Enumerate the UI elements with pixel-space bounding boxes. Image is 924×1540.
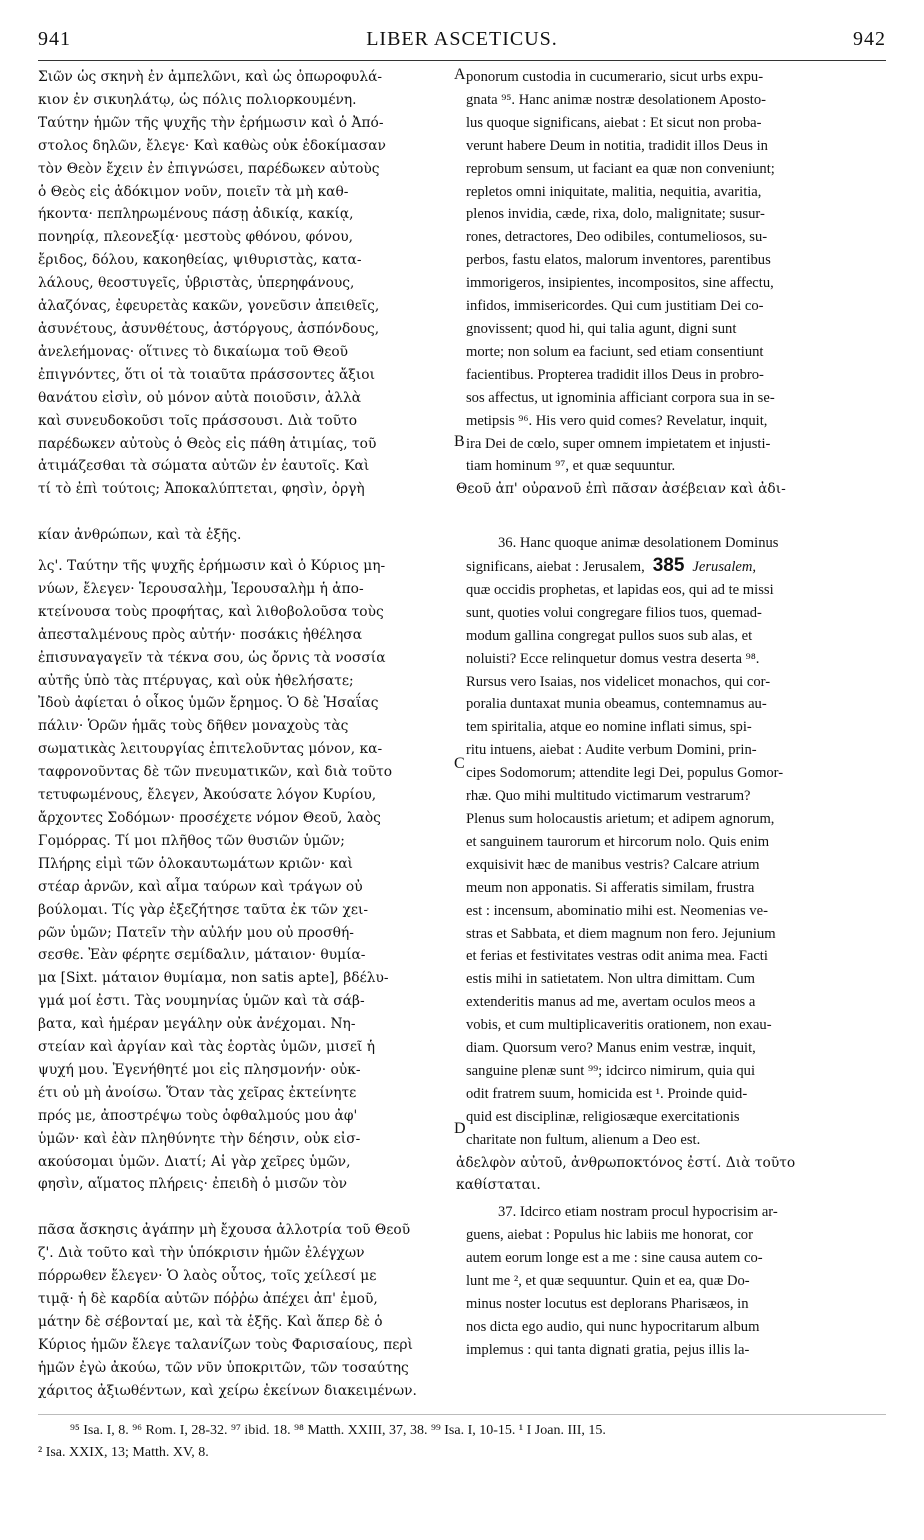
text-line: νύων, ἔλεγεν· Ἱερουσαλὴμ, Ἱερουσαλὴμ ἡ ἀπο- — [38, 580, 364, 597]
text-line: ἐπιγνόντες, ὅτι οἱ τὰ τοιαῦτα πράσσοντες ἄξιοι — [38, 366, 376, 383]
text-line: μα [Sixt. μάταιον θυμίαμα, non satis apte], βδέλυ- — [38, 970, 389, 987]
text-line: Κύριος ἡμῶν ἔλεγε ταλανίζων τοὺς Φαρισαίους, περὶ — [38, 1336, 413, 1353]
text-line: sanguine plenæ sunt ⁹⁹; idcirco nimirum, quia qui — [466, 1062, 756, 1079]
text-line: αὐτῆς ὑπὸ τὰς πτέρυγας, καὶ οὐκ ἠθελήσατε; — [38, 672, 354, 689]
text-line: στείαν καὶ ἀργίαν καὶ τὰς ἑορτὰς ὑμῶν, μισεῖ ἡ — [38, 1039, 376, 1056]
text-line: extenderitis manus ad me, avertam oculos meos a — [466, 994, 756, 1011]
text-line: implemus : qui tanta dignati gratia, pejus illis la- — [466, 1341, 750, 1358]
text-line: ακούσομαι ὑμῶν. Διατί; Αἱ γὰρ χεῖρες ὑμῶν, — [38, 1153, 351, 1170]
text-line: ritu intuens, aiebat : Audite verbum Domini, prin- — [466, 742, 757, 759]
paragraph-36-start: 36. Hanc quoque animæ desolationem Dominus — [498, 535, 779, 552]
text-line: poralia duntaxat munia obeamus, contemnamus au- — [466, 696, 767, 713]
text-line: έτι οὐ μὴ ἀνοίσω. Ὅταν τὰς χεῖρας ἐκτείνητε — [38, 1084, 357, 1101]
text-line: φησὶν, αἵματος πλήρεις· ἐπειδὴ ὁ μισῶν τὸν — [38, 1176, 348, 1193]
running-title: LIBER ASCETICUS. — [366, 28, 558, 50]
text-line: κτείνουσα τοὺς προφήτας, καὶ λιθοβολοῦσα τοὺς — [38, 603, 384, 620]
text-line: χάριτος ἀξιωθέντων, καὶ χείρω ἐκείνων διακειμένων. — [38, 1382, 417, 1399]
text-line: ponorum custodia in cucumerario, sicut urbs expu- — [466, 69, 764, 85]
latin-column — [456, 66, 886, 1362]
cross-greek-line: καθίσταται. — [456, 1177, 541, 1194]
text-line: guens, aiebat : Populus hic labiis me honorat, cor — [466, 1227, 753, 1244]
page-number-left: 941 — [38, 28, 71, 50]
text-line: στέαρ ἀρνῶν, καὶ αἷμα ταύρων καὶ τράγων οὐ — [38, 878, 363, 895]
text-line: metipsis ⁹⁶. His vero quid comes? Revelatur, inquit, — [466, 412, 768, 429]
cross-greek-line: ἀδελφὸν αὐτοῦ, ἀνθρωποκτόνος ἐστί. Διὰ τοῦτο — [456, 1154, 796, 1171]
text-line: Σιῶν ὡς σκηνὴ ἐν ἀμπελῶνι, καὶ ὡς ὀπωροφυλά- — [38, 69, 383, 85]
text-line: rhæ. Quo mihi multitudo victimarum vestrarum? — [466, 788, 751, 805]
text-line: τὸν Θεὸν ἔχειν ἐν ἐπιγνώσει, παρέδωκεν αὐτοὺς — [38, 160, 380, 177]
text-line: perbos, fastu elatos, malorum inventores, parentibus — [466, 252, 771, 269]
text-line: ἀτιμάζεσθαι τὰ σώματα αὐτῶν ἐν ἑαυτοῖς. Καὶ — [38, 458, 370, 475]
text-line: βατα, καὶ ἡμέραν μεγάλην οὐκ ἀνέχομαι. Νη- — [38, 1016, 356, 1033]
text-line: vobis, et cum multiplicaveritis orationem, non exau- — [466, 1017, 772, 1034]
footnote-line: ² Isa. XXIX, 13; Matth. XV, 8. — [38, 1445, 209, 1460]
text-line: lus quoque significans, aiebat : Et sicut non proba- — [466, 114, 762, 131]
text-line: σεσθε. Ἐὰν φέρητε σεμίδαλιν, μάταιον· θυμία- — [38, 947, 366, 964]
margin-marker-c: C — [454, 755, 465, 772]
page-marker-number: 385 — [652, 555, 685, 577]
text-line: autem eorum longe est a me : sine causa autem co- — [466, 1250, 763, 1267]
greek-column — [38, 66, 456, 1403]
text-line: Plenus sum holocaustis arietum; et adipem agnorum, — [466, 810, 775, 827]
text-line: sos affectus, ut ignominia afficiant corpora sua in se- — [466, 389, 775, 406]
text-line: Rursus vero Isaias, nos videlicet monachos, qui cor- — [466, 673, 771, 690]
text-line: λς'. Ταύτην τῆς ψυχῆς ἐρήμωσιν καὶ ὁ Κύριος μη- — [38, 558, 386, 575]
text-line: tiam hominum ⁹⁷, et quæ sequuntur. — [466, 458, 676, 475]
text-line: verunt habere Deum in notitia, tradidit illos Deus in — [466, 137, 768, 154]
text-line: πᾶσα ἄσκησις ἀγάπην μὴ ἔχουσα ἀλλοτρία τοῦ Θεοῦ — [38, 1222, 411, 1239]
text-line: ὁ Θεὸς εἰς ἀδόκιμον νοῦν, ποιεῖν τὰ μὴ καθ- — [38, 183, 349, 200]
text-line: plenos invidia, cæde, rixa, dolo, malignitate; susur- — [466, 206, 765, 223]
text-line: infidos, immisericordes. Qui cum justitiam Dei co- — [466, 298, 764, 315]
text-span: Jerusalem, — [692, 559, 757, 576]
text-line: παρέδωκεν αὐτοὺς ὁ Θεὸς εἰς πάθη ἀτιμίας, τοῦ — [38, 435, 377, 452]
margin-marker-d: D — [454, 1120, 466, 1137]
text-line: λάλους, θεοστυγεῖς, ὑβριστὰς, ὑπερηφάνους, — [38, 275, 355, 292]
text-line: lunt me ², et quæ sequuntur. Quin et ea, quæ Do- — [466, 1273, 750, 1290]
text-line: est : incensum, abominatio mihi est. Neomenias ve- — [466, 902, 768, 919]
text-line: πάλιν· Ὁρῶν ἡμᾶς τοὺς δῆθεν μοναχοὺς τὰς — [38, 718, 349, 735]
text-line: ζ'. Διὰ τοῦτο καὶ τὴν ὑπόκρισιν ἡμῶν ἐλέγχων — [38, 1245, 365, 1262]
text-line: πόρρωθεν ἔλεγεν· Ὁ λαὸς οὗτος, τοῖς χείλεσί με — [38, 1268, 377, 1285]
text-line: πονηρίᾳ, πλεονεξίᾳ· μεστοὺς φθόνου, φόνου, — [38, 229, 354, 246]
text-line: ἀπεσταλμένους πρὸς αὐτήν· ποσάκις ἠθέλησα — [38, 626, 363, 643]
text-line: facientibus. Propterea tradidit illos Deus in probro- — [466, 366, 764, 383]
text-line: ἐπισυναγαγεῖν τὰ τέκνα σου, ὡς ὄρνις τὰ νοσσία — [38, 649, 386, 666]
text-line: odit fratrem suum, homicida est ¹. Proinde quid- — [466, 1085, 748, 1102]
text-line: στολος δηλῶν, ἔλεγε· Καὶ καθὼς οὐκ ἐδοκίμασαν — [38, 137, 386, 154]
text-line: σωματικὰς λειτουργίας ἐπιτελοῦντας μόνον, κα- — [38, 741, 383, 758]
text-line: γμά μοί ἐστι. Τὰς νουμηνίας ὑμῶν καὶ τὰ σάβ- — [38, 993, 365, 1010]
text-line: καὶ συνευδοκοῦσι τοῖς πράσσουσι. Διὰ τοῦτο — [38, 412, 358, 429]
text-line: ἀλαζόνας, ἐφευρετὰς κακῶν, γονεῦσιν ἀπειθεῖς, — [38, 298, 380, 315]
text-line: ἀσυνέτους, ἀσυνθέτους, ἀστόργους, ἀσπόνδους, — [38, 320, 380, 337]
text-line: ira Dei de cœlo, super omnem impietatem et injusti- — [466, 435, 771, 452]
spacer — [38, 547, 456, 555]
text-line: θανάτου εἰσὶν, οὐ μόνον αὐτὰ ποιοῦσιν, ἀλλὰ — [38, 389, 362, 406]
text-line: Ταύτην ἡμῶν τῆς ψυχῆς τὴν ἐρήμωσιν καὶ ὁ Ἀπό- — [38, 114, 384, 131]
margin-marker-b: B — [454, 433, 465, 450]
text-line: reprobum sensum, ut faciant ea quæ non conveniunt; — [466, 160, 775, 177]
text-line: τί τὸ ἐπὶ τούτοις; Ἀποκαλύπτεται, φησὶν, ὀργὴ — [38, 481, 365, 498]
page-header — [38, 28, 886, 54]
text-line: ρῶν ὑμῶν; Πατεῖν τὴν αὐλήν μου οὐ προσθή- — [38, 924, 354, 941]
spacer — [38, 501, 456, 524]
spacer — [466, 501, 886, 532]
text-line: gnata ⁹⁵. Hanc animæ nostræ desolationem Aposto- — [466, 91, 766, 108]
text-line: diam. Quorsum vero? Manus enim vestræ, inquit, — [466, 1040, 756, 1057]
text-line: noluisti? Ecce relinquetur domus vestra deserta ⁹⁸. — [466, 650, 760, 667]
text-line: quid est disciplinæ, religiosæque exercitationis — [466, 1108, 740, 1125]
footnote-line: ⁹⁵ Isa. I, 8. ⁹⁶ Rom. I, 28-32. ⁹⁷ ibid. 18. ⁹⁸ Matth. XXIII, 37, 38. ⁹⁹ Isa. I, 10-15. ¹ I Joan. III, 15. — [70, 1423, 606, 1438]
text-line: μάτην δὲ σέβονταί με, καὶ τὰ ἑξῆς. Καὶ ἅπερ δὲ ὁ — [38, 1313, 383, 1330]
text-line: exquisivit hæc de manibus vestris? Calcare atrium — [466, 856, 760, 873]
text-line: nos dicta ego audio, qui nunc hypocritarum album — [466, 1318, 760, 1335]
text-line: ήκοντα· πεπληρωμένους πάσῃ ἀδικίᾳ, κακίᾳ, — [38, 206, 354, 223]
text-line: βούλομαι. Τίς γὰρ ἐξεζήτησε ταῦτα ἐκ τῶν χει- — [38, 901, 369, 918]
text-line: ὑμῶν· καὶ ἐὰν πληθύνητε τὴν δέησιν, οὐκ εἰσ- — [38, 1130, 361, 1147]
text-line: stras et Sabbata, et diem magnum non fero. Jejunium — [466, 925, 776, 942]
paragraph-36-line2 — [466, 555, 886, 579]
text-line: immorigeros, insipientes, incompositos, sine affectu, — [466, 275, 774, 292]
text-line: minus noster locutus est deplorans Pharisæos, in — [466, 1296, 749, 1313]
text-line: Πλήρης εἰμὶ τῶν ὁλοκαυτωμάτων κριῶν· καὶ — [38, 855, 353, 872]
text-line: ταφρονοῦντας δὲ τῶν πνευματικῶν, καὶ διὰ τοῦτο — [38, 764, 393, 781]
text-line: rones, detractores, Deo odibiles, contumeliosos, su- — [466, 229, 768, 246]
text-line: ἄρχοντες Σοδόμων· προσέχετε νόμον Θεοῦ, λαὸς — [38, 809, 381, 826]
footnotes — [38, 1420, 886, 1464]
text-line: tem spiritalia, atque eo nomine inflati simus, spi- — [466, 719, 752, 736]
text-line: ψυχή μου. Ἐγενήθητέ μοι εἰς πλησμονήν· οὐκ- — [38, 1061, 361, 1078]
page-number-right: 942 — [853, 28, 886, 50]
text-line: ἀνελεήμονας· οἵτινες τὸ δικαίωμα τοῦ Θεοῦ — [38, 343, 349, 360]
text-line: κίαν ἀνθρώπων, καὶ τὰ ἑξῆς. — [38, 527, 242, 544]
text-line: gnovissent; quod hi, qui talia agunt, digni sunt — [466, 320, 737, 337]
text-line: κιον ἐν σικυηλάτῳ, ὡς πόλις πολιορκουμένη. — [38, 91, 357, 108]
text-line: 37. Idcirco etiam nostram procul hypocrisim ar- — [498, 1204, 778, 1221]
margin-marker-a: A — [454, 66, 466, 83]
text-line: repletos omni iniquitate, malitia, nequitia, avaritia, — [466, 183, 762, 200]
text-line: ἔριδος, δόλου, κακοηθείας, ψιθυριστὰς, κατα- — [38, 252, 362, 269]
text-line: estis mihi in satietatem. Non ultra dimittam. Cum — [466, 971, 756, 988]
text-line: morte; non solum ea faciunt, sed etiam consentiunt — [466, 343, 764, 360]
cross-greek-line: Θεοῦ ἀπ' οὐρανοῦ ἐπὶ πᾶσαν ἀσέβειαν καὶ ἀδι- — [456, 481, 786, 498]
text-line: charitate non fultum, alienum a Deo est. — [466, 1131, 701, 1148]
text-line: meum non apponatis. Si afferatis similam, frustra — [466, 879, 755, 896]
footnote-rule — [38, 1414, 886, 1415]
text-line: quæ occidis prophetas, et lapidas eos, qui ad te missi — [466, 581, 774, 598]
text-line: Γομόρρας. Τί μοι πλῆθος τῶν θυσιῶν ὑμῶν; — [38, 832, 345, 849]
spacer — [38, 1196, 456, 1219]
text-line: sunt, quoties volui congregare filios tuos, quemad- — [466, 604, 762, 621]
text-line: modum gallina congregat pullos suos sub alas, et — [466, 627, 753, 644]
text-line: cipes Sodomorum; attendite legi Dei, populus Gomor- — [466, 765, 784, 782]
text-span: significans, aiebat : Jerusalem, — [466, 559, 645, 576]
text-line: τετυφωμένους, ἔλεγεν, Ἀκούσατε λόγον Κυρίου, — [38, 787, 377, 804]
text-line: et ferias et festivitates vestras odit anima mea. Facti — [466, 948, 768, 965]
header-rule — [38, 60, 886, 61]
text-line: ἡμῶν ἐγὼ ἀκούω, τῶν νῦν ὑποκριτῶν, τῶν τοσαύτης — [38, 1359, 409, 1376]
text-line: et sanguinem taurorum et hircorum nolo. Quis enim — [466, 833, 770, 850]
text-line: Ἰδοὺ ἀφίεται ὁ οἶκος ὑμῶν ἔρημος. Ὁ δὲ Ἡσαΐας — [38, 695, 379, 712]
text-line: πρός με, ἀποστρέψω τοὺς ὀφθαλμούς μου ἀφ' — [38, 1107, 358, 1124]
text-line: τιμᾷ· ἡ δὲ καρδία αὐτῶν πόῤῥω ἀπέχει ἀπ' ἐμοῦ, — [38, 1291, 378, 1307]
